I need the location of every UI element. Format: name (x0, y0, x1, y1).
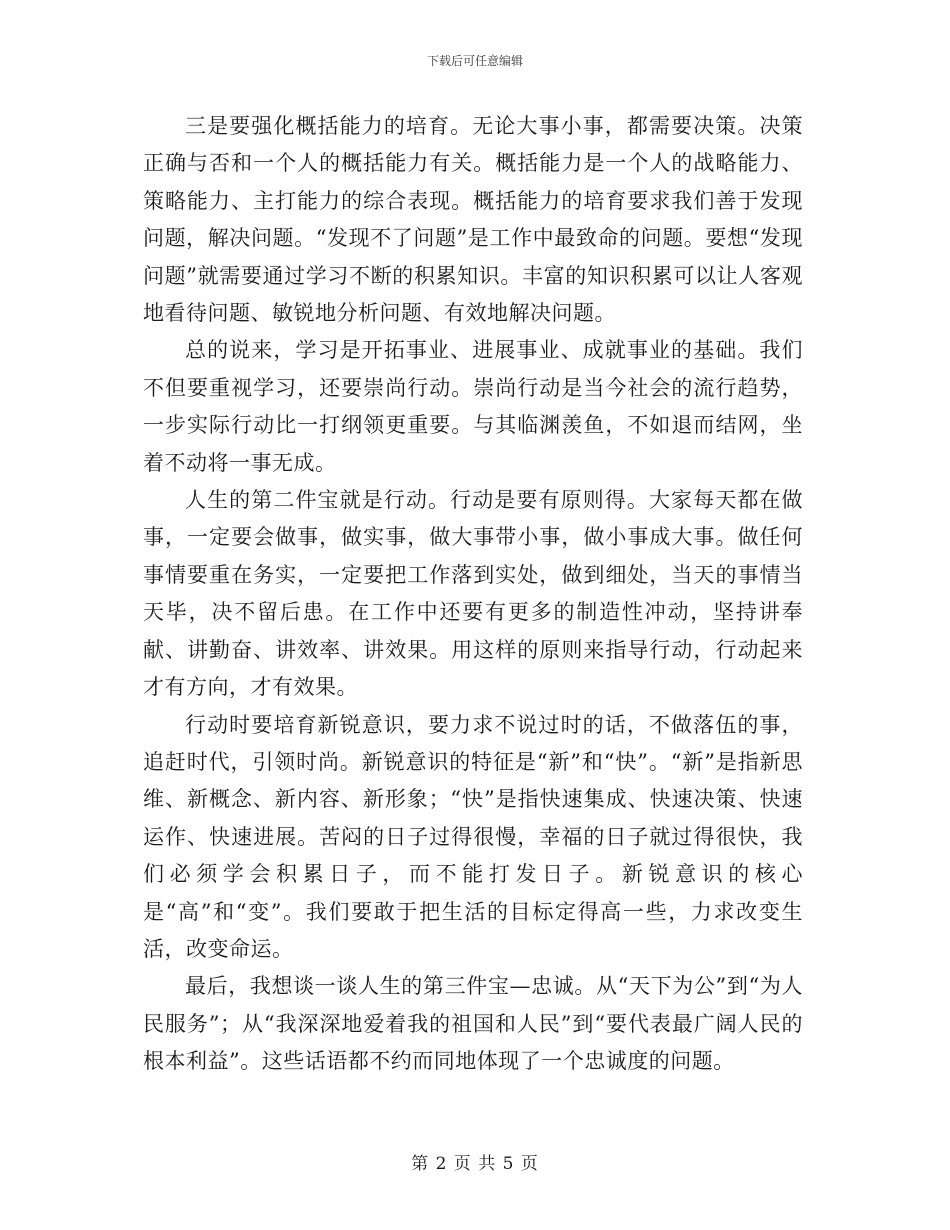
document-body (143, 108, 803, 1081)
paragraph-1: 三是要强化概括能力的培育。无论大事小事，都需要决策。决策正确与否和一个人的概括能力有关。概括能力是一个人的战略能力、策略能力、主打能力的综合表现。概括能力的培育要求我们善于发现问题，解决问题。“发现不了问题”是工作中最致命的问题。要想“发现问题”就需要通过学习不断的积累知识。丰富的知识积累可以让人客观地看待问题、敏锐地分析问题、有效地解决问题。 (143, 114, 803, 326)
paragraph-5: 最后，我想谈一谈人生的第三件宝—忠诚。从“天下为公”到“为人民服务”；从“我深深地爱着我的祖国和人民”到“要代表最广阔人民的根本利益”。这些话语都不约而同地体现了一个忠诚度的问题。 (143, 974, 803, 1074)
page-header (0, 53, 950, 69)
paragraph-3: 人生的第二件宝就是行动。行动是要有原则得。大家每天都在做事，一定要会做事，做实事，做大事带小事，做小事成大事。做任何事情要重在务实，一定要把工作落到实处，做到细处，当天的事情当天毕，决不留后患。在工作中还要有更多的制造性冲动，坚持讲奉献、讲勤奋、讲效率、讲效果。用这样的原则来指导行动，行动起来才有方向，才有效果。 (143, 488, 803, 700)
paragraph-4: 行动时要培育新锐意识，要力求不说过时的话，不做落伍的事，追赶时代，引领时尚。新锐意识的特征是“新”和“快”。“新”是指新思维、新概念、新内容、新形象；“快”是指快速集成、快速决策、快速运作、快速进展。苦闷的日子过得很慢，幸福的日子就过得很快，我们必须学会积累日子，而不能打发日子。新锐意识的核心是“高”和“变”。我们要敢于把生活的目标定得高一些，力求改变生活，改变命运。 (143, 712, 803, 961)
paragraph-2: 总的说来，学习是开拓事业、进展事业、成就事业的基础。我们不但要重视学习，还要崇尚行动。崇尚行动是当今社会的流行趋势，一步实际行动比一打纲领更重要。与其临渊羡鱼，不如退而结网，坐着不动将一事无成。 (143, 338, 803, 475)
page-number: 第 2 页 共 5 页 (411, 1154, 539, 1174)
page-footer (0, 1153, 950, 1175)
header-text: 下载后可任意编辑 (426, 54, 523, 68)
